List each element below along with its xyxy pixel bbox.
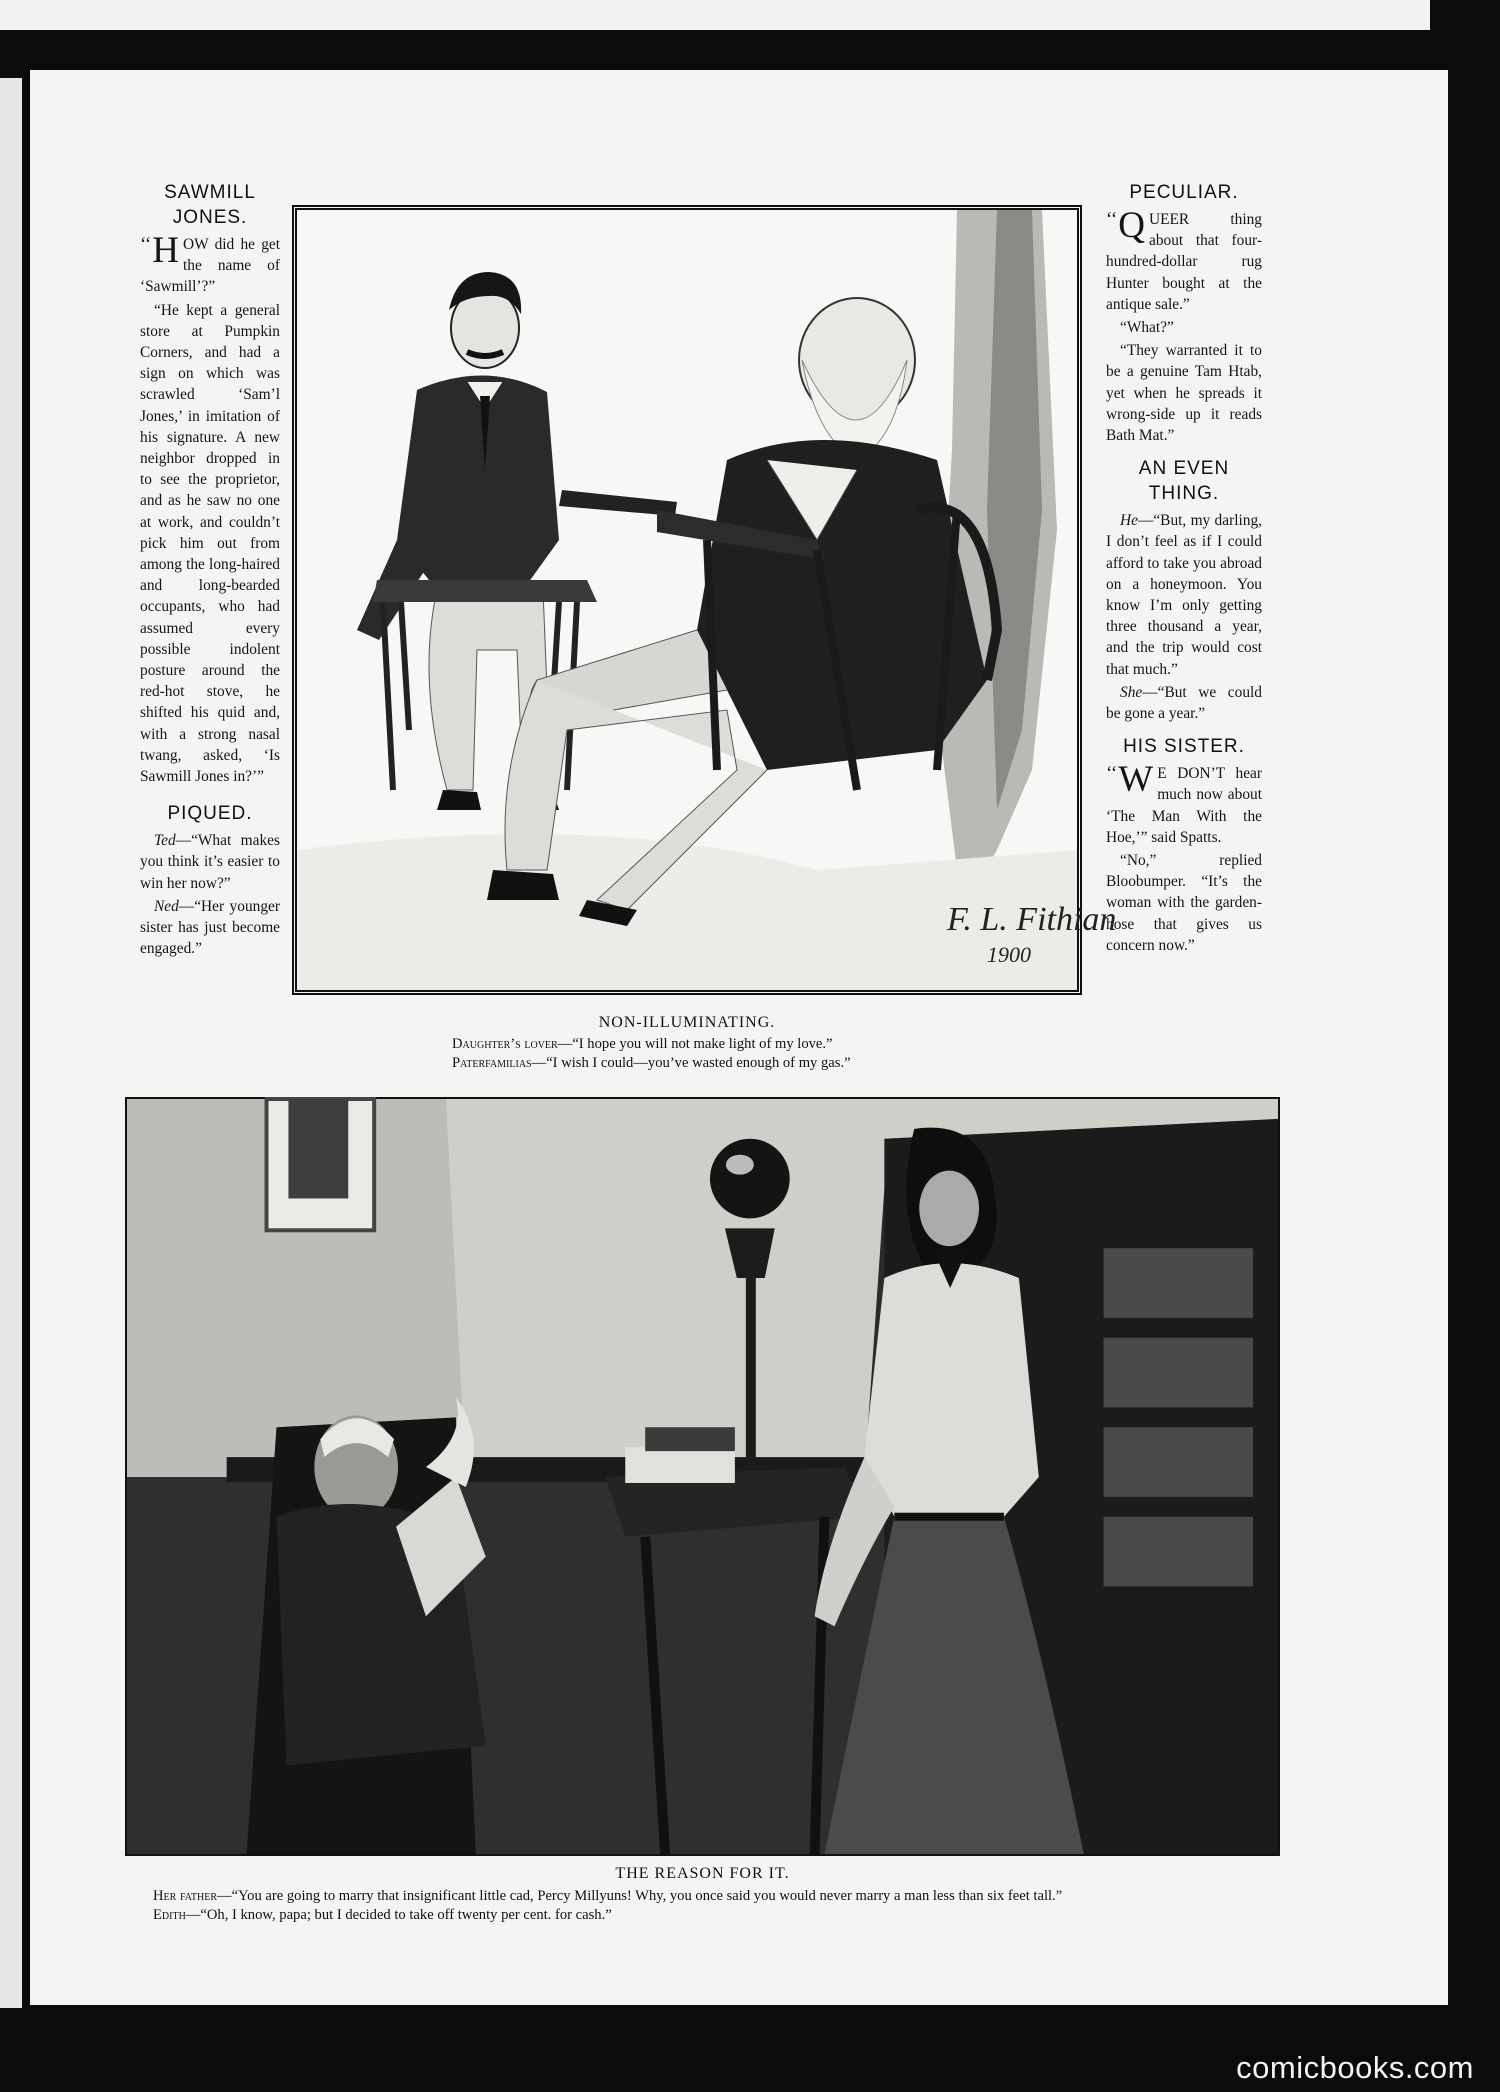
- even-thing-heading: AN EVEN THING.: [1138, 458, 1230, 505]
- site-watermark: comicbooks.com: [1236, 2050, 1474, 2085]
- bottom-caption-title: THE REASON FOR IT.: [615, 1865, 790, 1882]
- left-text-column: [140, 180, 280, 962]
- peculiar-paragraph-3: “They warranted it to be a genuine Tam Htab, yet when he spreads it wrong-side up it reads Bath Mat.”: [1106, 342, 1262, 445]
- top-caption-line-1: Daughter’s lover—“I hope you will not make light of my love.”: [452, 1036, 833, 1052]
- top-illustration: [292, 205, 1117, 995]
- his-sister-paragraph-2: “No,” replied Bloobumper. “It’s the woman with the garden-hose that gives us concern now.”: [1106, 852, 1262, 954]
- sawmill-paragraph-1: ‘‘ H OW did he get the name of ‘Sawmill’?”: [140, 230, 280, 296]
- drop-cap: W: [1118, 759, 1154, 801]
- right-text-column: [1106, 180, 1262, 958]
- previous-page-edge: [0, 0, 1430, 30]
- even-thing-she-line: She—“But we could be gone a year.”: [1106, 683, 1262, 723]
- bottom-illustration: [125, 1097, 1280, 1856]
- bottom-caption-line-1: Her father—“You are going to marry that insignificant little cad, Percy Millyuns! Why, you once said you would never marry a man less than six feet tall.”: [153, 1888, 1063, 1904]
- painting-father-and-daughter: [127, 1099, 1278, 1854]
- sawmill-paragraph-2: “He kept a general store at Pumpkin Corners, and had a sign on which was scrawled ‘Sam’l Jones,’ in imitation of his signature. A new neighbor dropped in to see the proprietor, and as he saw no one at work, and couldn’t pick him out from among the long-haired and long-bearded occupants, who had assumed every possible indolent posture around the red-hot stove, he shifted his quid and, with a strong nasal twang, asked, ‘Is Sawmill Jones in?’”: [140, 301, 280, 786]
- peculiar-paragraph-2: “What?”: [1120, 319, 1174, 337]
- peculiar-paragraph-1: ‘‘ Q UEER thing about that four-hundred-dollar rug Hunter bought at the antique sale.”: [1106, 205, 1262, 313]
- piqued-heading: PIQUED.: [167, 803, 253, 825]
- bottom-caption-line-2: Edith—“Oh, I know, papa; but I decided to take off twenty per cent. for cash.”: [153, 1907, 612, 1923]
- left-page-edge: [0, 78, 22, 2008]
- artist-signature: F. L. Fithian: [947, 901, 1117, 938]
- top-caption-title: NON-ILLUMINATING.: [598, 1014, 776, 1031]
- artist-year: 1900: [987, 942, 1031, 967]
- sawmill-heading: SAWMILL JONES.: [164, 182, 256, 228]
- piqued-ted-line: Ted—“What makes you think it’s easier to win her now?”: [140, 832, 280, 892]
- even-thing-he-line: He—“But, my darling, I don’t feel as if I could afford to take you abroad on a honeymoon. You know I’m only getting three thousand a year, and the trip would cost that much.”: [1106, 512, 1262, 678]
- peculiar-heading: PECULIAR.: [1129, 182, 1239, 203]
- his-sister-paragraph-1: ‘‘ W E DON’T hear much now about ‘The Man With the Hoe,’” said Spatts.: [1106, 759, 1262, 846]
- drop-cap: H: [152, 230, 179, 271]
- piqued-ned-line: Ned—“Her younger sister has just become engaged.”: [140, 897, 280, 958]
- top-caption-line-2: Paterfamilias—“I wish I could—you’ve wasted enough of my gas.”: [452, 1055, 851, 1071]
- sketch-two-men-seated: [297, 210, 1117, 990]
- drop-cap: Q: [1118, 205, 1145, 246]
- his-sister-heading: HIS SISTER.: [1123, 736, 1245, 758]
